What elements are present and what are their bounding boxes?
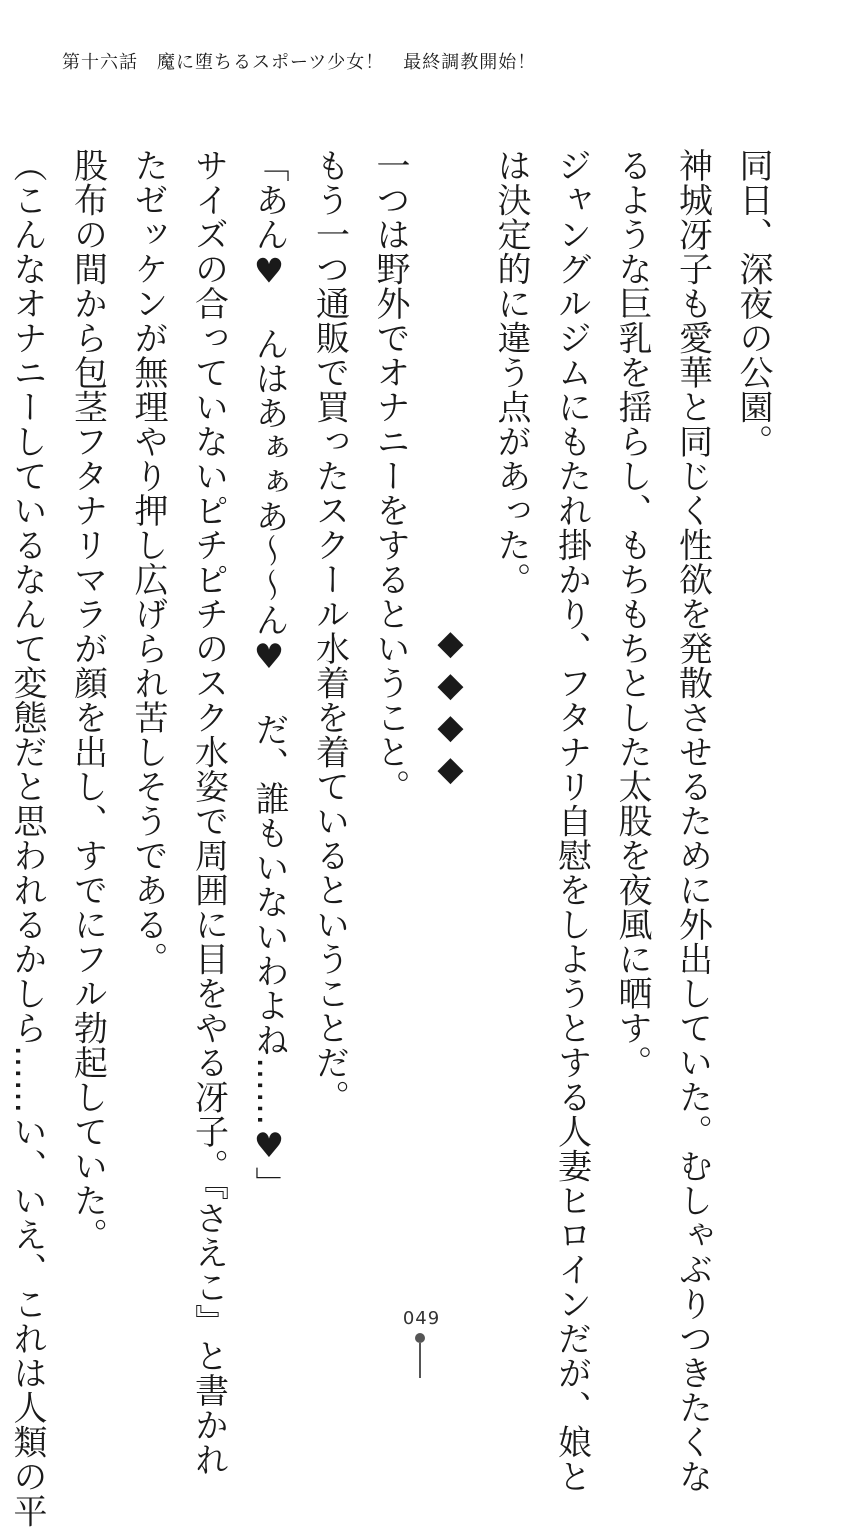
paragraph: サイズの合っていないピチピチのスク水姿で周囲に目をやる冴子。『さえこ』と書かれ bbox=[188, 148, 229, 1477]
paragraph: 「あん♥ んはあぁぁあ～～ん♥ だ、誰もいないわよね……♥」 bbox=[249, 148, 289, 1201]
paragraph: もう一つ通販で買ったスクール水着を着ているということだ。 bbox=[309, 148, 350, 1114]
page-marker-line bbox=[419, 1343, 421, 1378]
running-header: 第十六話 魔に堕ちるスポーツ少女！ 最終調教開始！ bbox=[62, 52, 537, 73]
paragraph: （こんなオナニーしているなんて変態だと思われるかしら……い、いえ、これは人類の平 bbox=[7, 148, 47, 1528]
paragraph: 神城冴子も愛華と同じく性欲を発散させるために外出していた。むしゃぶりつきたくな bbox=[672, 148, 713, 1494]
page-number: 049 bbox=[402, 1308, 441, 1329]
paragraph: ジャングルジムにもたれ掛かり、フタナリ自慰をしようとする人妻ヒロインだが、娘と bbox=[551, 148, 592, 1494]
paragraph: るような巨乳を揺らし、もちもちとした太股を夜風に晒す。 bbox=[612, 148, 652, 1080]
paragraph: 股布の間から包茎フタナリマラが顔を出し、すでにフル勃起していた。 bbox=[67, 148, 108, 1252]
paragraph: は決定的に違う点があった。 bbox=[491, 148, 531, 597]
page-marker-dot bbox=[415, 1333, 425, 1343]
paragraph: 一つは野外でオナニーをするということ。 bbox=[370, 148, 410, 804]
paragraph: 同日、深夜の公園。 bbox=[733, 148, 773, 459]
paragraph: たゼッケンが無理やり押し広げられ苦しそうである。 bbox=[128, 148, 168, 976]
section-separator: ◆◆◆◆ bbox=[430, 623, 471, 791]
